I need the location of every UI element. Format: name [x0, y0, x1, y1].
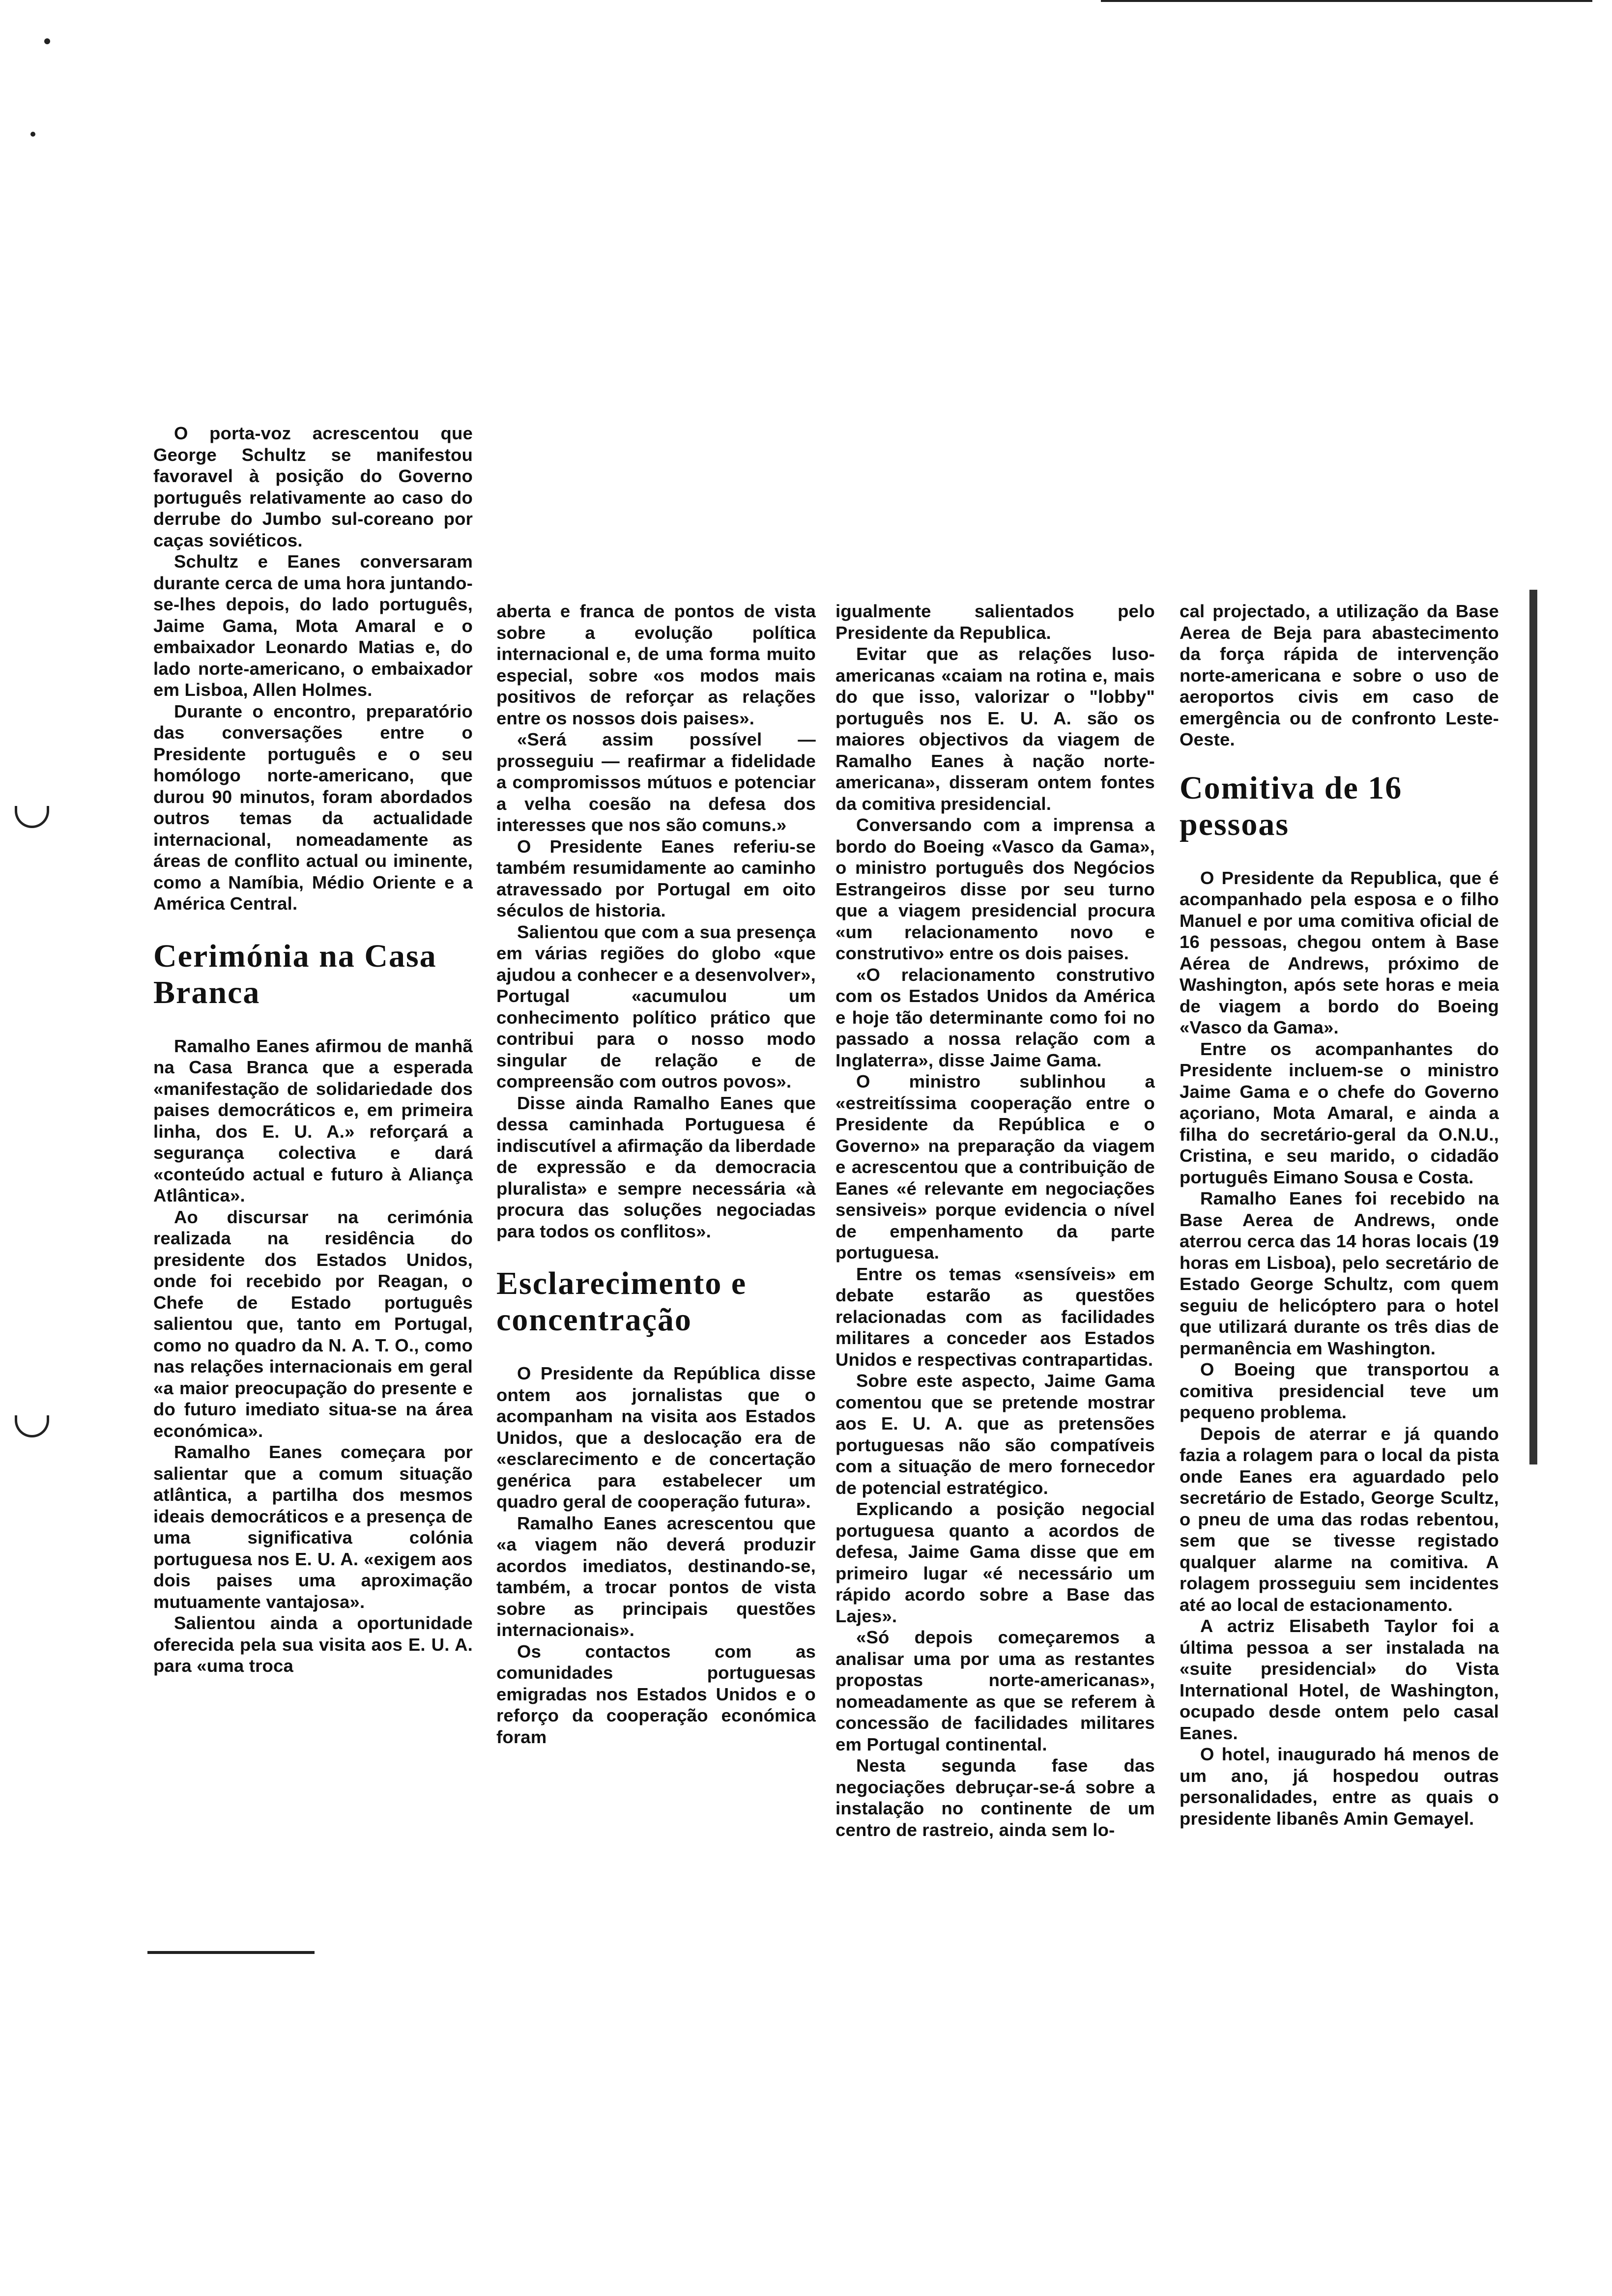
paragraph: Ramalho Eanes foi recebido na Base Aerea de Andrews, onde aterrou cerca das 14 horas locais (19 horas em Lisboa), pelo secretário de Estado George Schultz, com quem seguiu de helicóptero para o hotel que utilizará durante os três dias de permanência em Washington.	[1180, 1188, 1499, 1358]
paragraph: O Boeing que transportou a comitiva presidencial teve um pequeno problema.	[1180, 1359, 1499, 1422]
paragraph: Sobre este aspecto, Jaime Gama comentou que se pretende mostrar aos E. U. A. que as pretensões portuguesas não são compatíveis com a situação de mero fornecedor de potencial estratégico.	[835, 1371, 1155, 1498]
paragraph: Schultz e Eanes conversaram durante cerca de uma hora juntando-se-lhes depois, do lado português, Jaime Gama, Mota Amaral e o embaixador Leonardo Matias e, do lado norte-americano, o embaixador em Lisboa, Allen Holmes.	[153, 551, 473, 700]
top-edge-line	[1101, 0, 1592, 2]
paragraph: Ramalho Eanes afirmou de manhã na Casa Branca que a esperada «manifestação de solidariedade dos paises democráticos e, em primeira linha, dos E. U. A.» reforçará a segurança colectiva e dará «conteúdo actual e futuro à Aliança Atlântica».	[153, 1035, 473, 1205]
paragraph: O Presidente Eanes referiu-se também resumidamente ao caminho atravessado por Portugal em oito séculos de historia.	[496, 836, 816, 920]
paragraph: O porta-voz acrescentou que George Schultz se manifestou favoravel à posição do Governo português relativamente ao caso do derrube do Jumbo sul-coreano por caças soviéticos.	[153, 423, 473, 550]
paragraph: Salientou ainda a oportunidade oferecida pela sua visita aos E. U. A. para «uma troca	[153, 1613, 473, 1676]
paragraph: Ramalho Eanes começara por salientar que a comum situação atlântica, a partilha dos mesmos ideais democráticos e a presença de uma significativa colónia portuguesa nos E. U. A. «exigem aos dois paises uma aproximação mutuamente vantajosa».	[153, 1442, 473, 1612]
paragraph: A actriz Elisabeth Taylor foi a última pessoa a ser instalada na «suite presidencial» do Vista International Hotel, de Washington, ocupado desde ontem pelo casal Eanes.	[1180, 1616, 1499, 1743]
paragraph: O Presidente da Republica, que é acompanhado pela esposa e o filho Manuel e por uma comitiva oficial de 16 pessoas, chegou ontem à Base Aérea de Andrews, próximo de Washington, após sete horas e meia de viagem a bordo do Boeing «Vasco da Gama».	[1180, 867, 1499, 1037]
paragraph: «Será assim possível — prosseguiu — reafirmar a fidelidade a compromissos mútuos e potenciar a velha coesão na defesa dos interesses que nos são comuns.»	[496, 729, 816, 835]
binding-mark	[15, 806, 49, 828]
paragraph: O hotel, inaugurado há menos de um ano, já hospedou outras personalidades, entre as quais o presidente libanês Amin Gemayel.	[1180, 1744, 1499, 1829]
paragraph: Entre os acompanhantes do Presidente incluem-se o ministro Jaime Gama e o chefe do Governo açoriano, Mota Amaral, e ainda a filha do secretário-geral da O.N.U., Cristina, e seu marido, o cidadão português Eimano Sousa e Costa.	[1180, 1038, 1499, 1187]
paragraph: Salientou que com a sua presença em várias regiões do globo «que ajudou a conhecer e a desenvolver», Portugal «acumulou um conhecimento político prático que contribui para o nosso modo singular de relação e de compreensão com outros povos».	[496, 921, 816, 1091]
paragraph: Nesta segunda fase das negociações debruçar-se-á sobre a instalação no continente de um centro de rastreio, ainda sem lo-	[835, 1755, 1155, 1840]
section-heading: Comitiva de 16 pessoas	[1180, 770, 1403, 842]
column-4	[1180, 601, 1499, 1829]
paragraph: Evitar que as relações luso-americanas «caiam na rotina e, mais do que isso, valorizar o "lobby" português nos E. U. A. são os maiores objectivos da viagem de Ramalho Eanes à nação norte-americana», disseram ontem fontes da comitiva presidencial.	[835, 644, 1155, 814]
paragraph: Entre os temas «sensíveis» em debate estarão as questões relacionadas com as facilidades militares a conceder aos Estados Unidos e respectivas contrapartidas.	[835, 1263, 1155, 1370]
paragraph: aberta e franca de pontos de vista sobre a evolução política internacional e, de uma forma muito especial, sobre «os modos mais positivos de reforçar as relações entre os nossos dois paises».	[496, 601, 816, 728]
paragraph: Durante o encontro, preparatório das conversações entre o Presidente português e o seu homólogo norte-americano, que durou 90 minutos, foram abordados outros temas da actualidade internacional, nomeadamente as áreas de conflito actual ou iminente, como a Namíbia, Médio Oriente e a América Central.	[153, 701, 473, 914]
column-end-rule	[147, 1951, 315, 1954]
paragraph: O Presidente da República disse ontem aos jornalistas que o acompanham na visita aos Estados Unidos, que a deslocação era de «esclarecimento e de concertação genérica para estabelecer um quadro geral de cooperação futura».	[496, 1363, 816, 1512]
paragraph: «Só depois começaremos a analisar uma por uma as restantes propostas norte-americanas», nomeadamente as que se referem à concessão de facilidades militares em Portugal continental.	[835, 1627, 1155, 1754]
paragraph: Os contactos com as comunidades portuguesas emigradas nos Estados Unidos e o reforço da cooperação económica foram	[496, 1641, 816, 1747]
paragraph: Ramalho Eanes acrescentou que «a viagem não deverá produzir acordos imediatos, destinando-se, também, a trocar pontos de vista sobre as principais questões internacionais».	[496, 1513, 816, 1640]
column-1	[153, 423, 473, 1677]
page-edge-bar	[1529, 590, 1537, 1464]
scan-dot	[44, 38, 50, 44]
column-2	[496, 601, 816, 1748]
paragraph: Ao discursar na cerimónia realizada na residência do presidente dos Estados Unidos, onde foi recebido por Reagan, o Chefe de Estado português salientou que, tanto em Portugal, como no quadro da N. A. T. O., como nas relações internacionais em geral «a maior preocupação do presente e do futuro imediato situa-se na área económica».	[153, 1206, 473, 1441]
column-3	[835, 601, 1155, 1840]
paragraph: Conversando com a imprensa a bordo do Boeing «Vasco da Gama», o ministro português dos Negócios Estrangeiros disse por seu turno que a viagem presidencial procura «um relacionamento novo e construtivo» entre os dois paises.	[835, 815, 1155, 963]
scan-dot	[30, 132, 35, 137]
paragraph: igualmente salientados pelo Presidente da Republica.	[835, 601, 1155, 643]
section-heading: Cerimónia na Casa Branca	[153, 938, 437, 1010]
paragraph: Depois de aterrar e já quando fazia a rolagem para o local da pista onde Eanes era aguardado pelo secretário de Estado, George Scultz, o pneu de uma das rodas rebentou, sem que se tivesse registado qualquer alarme na comitiva. A rolagem prosseguiu sem incidentes até ao local de estacionamento.	[1180, 1423, 1499, 1615]
paragraph: O ministro sublinhou a «estreitíssima cooperação entre o Presidente da República e o Governo» na preparação da viagem e acrescentou que a contribuição de Eanes «é relevante em negociações sensiveis» porque evidencia o nível de empenhamento da parte portuguesa.	[835, 1071, 1155, 1263]
binding-mark	[15, 1415, 49, 1437]
paragraph: cal projectado, a utilização da Base Aerea de Beja para abastecimento da força rápida de intervenção norte-americana e sobre o uso de aeroportos civis em caso de emergência ou de confronto Leste-Oeste.	[1180, 601, 1499, 749]
section-heading: Esclarecimento e concentração	[496, 1265, 747, 1338]
paragraph: «O relacionamento construtivo com os Estados Unidos da América e hoje tão determinante como foi no passado a nossa relação com a Inglaterra», disse Jaime Gama.	[835, 964, 1155, 1070]
paragraph: Disse ainda Ramalho Eanes que dessa caminhada Portuguesa é indiscutível a afirmação da liberdade de expressão e da democracia pluralista» e sempre necessária «à procura das soluções negociadas para todos os conflitos».	[496, 1092, 816, 1241]
paragraph: Explicando a posição negocial portuguesa quanto a acordos de defesa, Jaime Gama disse que em primeiro lugar «é necessário um rápido acordo sobre a Base das Lajes».	[835, 1499, 1155, 1626]
